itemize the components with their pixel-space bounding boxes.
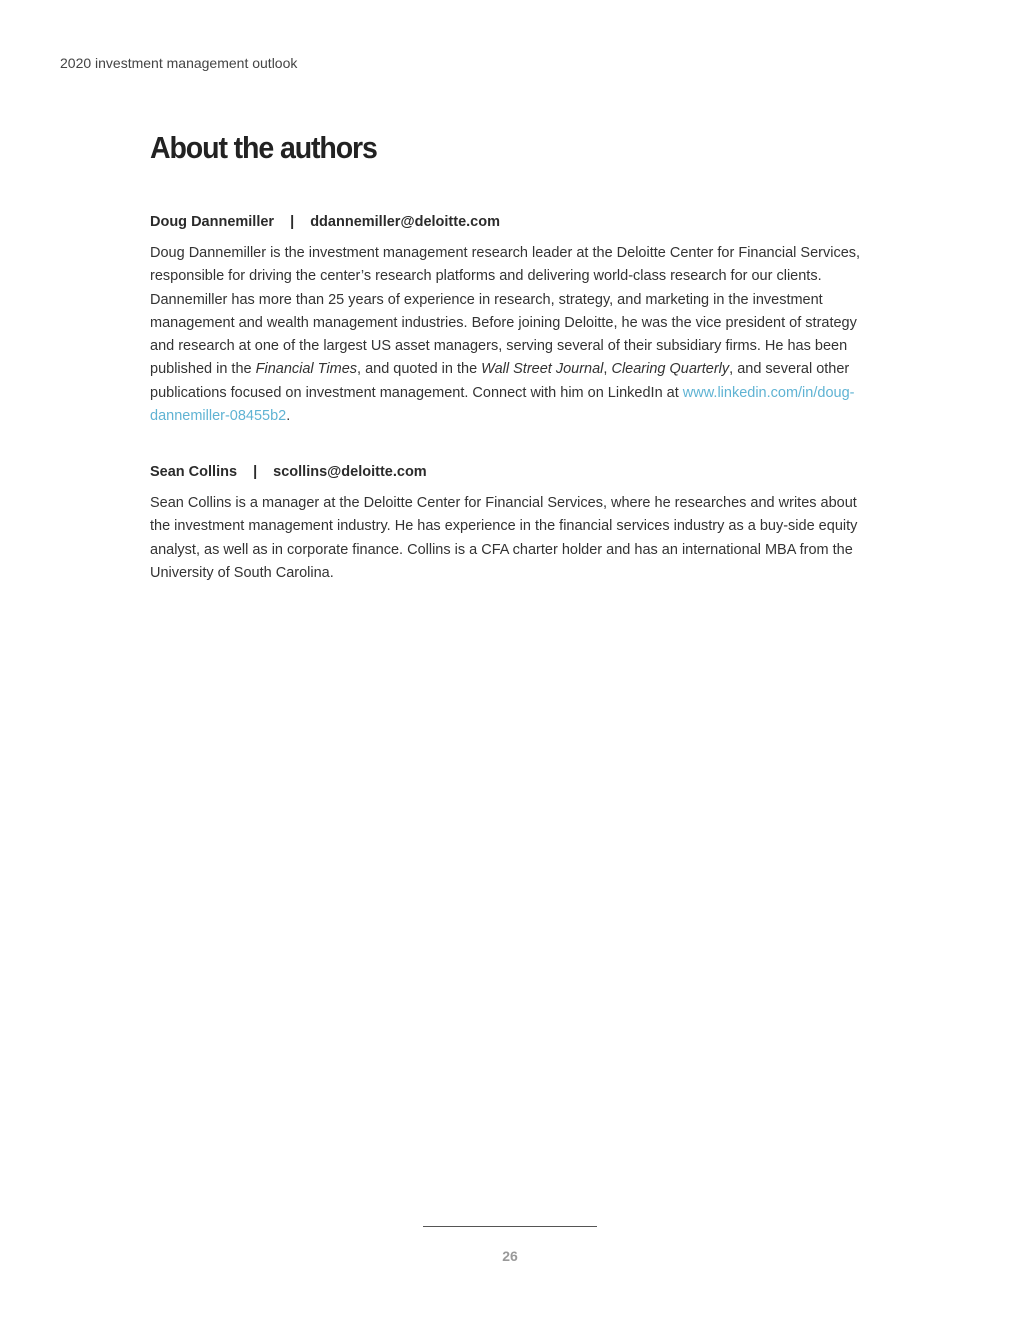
publication-name: Financial Times [255,361,358,378]
publication-name: Clearing Quarterly [611,361,730,378]
page-number: 26 [502,1248,518,1264]
author-heading [150,462,875,482]
bio-text: Doug Dannemiller is the investment management research leader at the Deloitte Center for Financial Services, responsible for driving the center’s research platforms and delivering world-class research for our clients. Dannemiller has more than 25 years of experience in research, strategy, and marketing in the investment management and wealth management industries. Before joining Deloitte, he was the vice president of strategy and research at one of the largest US asset managers, serving several of their subsidiary firms. He has been published in the [150,245,861,378]
author-name: Doug Dannemiller [150,214,275,230]
author-block-dannemiller [150,212,875,428]
section-title: About the authors [150,130,377,165]
author-separator: | [253,464,258,480]
publication-name: Wall Street Journal [481,361,604,378]
author-name: Sean Collins [150,464,238,480]
author-email[interactable]: scollins@deloitte.com [273,464,427,480]
author-email[interactable]: ddannemiller@deloitte.com [310,214,500,230]
author-heading [150,212,875,232]
running-header: 2020 investment management outlook [60,55,298,71]
author-block-collins [150,462,875,585]
bio-text: , and quoted in the [357,361,482,378]
bio-text: , and several other publications focused on investment management. Connect with him on LinkedIn at [150,361,850,401]
author-bio: Sean Collins is a manager at the Deloitte Center for Financial Services, where he researches and writes about the investment management industry. He has experience in the financial services industry as a buy-side equity analyst, as well as in corporate finance. Collins is a CFA charter holder and has an international MBA from the University of South Carolina. [150,495,858,581]
author-separator: | [290,214,295,230]
author-bio [150,242,875,428]
linkedin-link[interactable]: www.linkedin.com/in/doug-dannemiller-08455b2 [150,384,855,425]
bio-text: , [603,361,612,378]
bio-text: . [286,408,291,425]
main-content [150,128,875,581]
footer-divider [423,1226,597,1227]
